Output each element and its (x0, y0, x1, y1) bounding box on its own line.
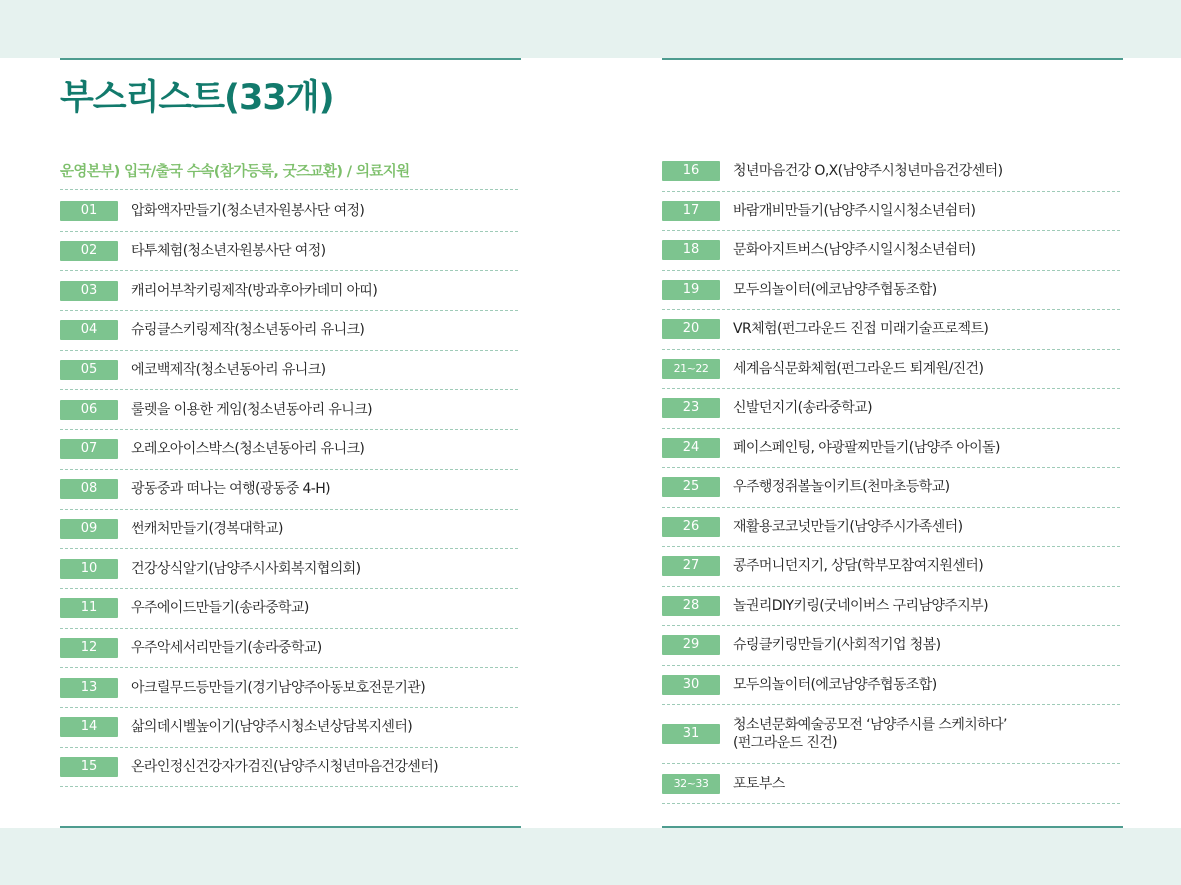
list-item (60, 390, 518, 430)
list-item (662, 271, 1120, 311)
booth-name: VR체험(펀그라운드 진접 미래기술프로젝트) (733, 321, 989, 338)
booth-number-badge: 31 (662, 724, 720, 744)
booth-number-badge: 21~22 (662, 359, 720, 379)
booth-name: 슈링클스키링제작(청소년동아리 유니크) (131, 322, 365, 339)
list-item (60, 192, 518, 232)
booth-number-badge: 27 (662, 556, 720, 576)
booth-name: 압화액자만들기(청소년자원봉사단 여정) (131, 203, 365, 220)
booth-number-badge: 26 (662, 517, 720, 537)
booth-name: 신발던지기(송라중학교) (733, 400, 872, 417)
list-item (60, 708, 518, 748)
booth-number-badge: 24 (662, 438, 720, 458)
list-item (662, 547, 1120, 587)
booth-number-badge: 13 (60, 678, 118, 698)
list-item (662, 350, 1120, 390)
list-item (60, 510, 518, 550)
booth-name: 우주행정쥐볼놀이키트(천마초등학교) (733, 479, 950, 496)
booth-name: 재활용코코넛만들기(남양주시가족센터) (733, 518, 963, 535)
booth-number-badge: 30 (662, 675, 720, 695)
booth-name: 문화아지트버스(남양주시일시청소년쉼터) (733, 242, 976, 259)
list-item (662, 389, 1120, 429)
list-item (60, 232, 518, 272)
list-item (662, 705, 1120, 764)
list-item (60, 470, 518, 510)
list-item (60, 589, 518, 629)
list-item (60, 311, 518, 351)
list-item (662, 310, 1120, 350)
list-item (662, 587, 1120, 627)
section-heading: 운영본부) 입국/출국 수속(참가등록, 굿즈교환) / 의료지원 (60, 164, 410, 180)
booth-name: 건강상식알기(남양주시사회복지협의회) (131, 560, 361, 577)
booth-number-badge: 05 (60, 360, 118, 380)
booth-name: 우주에이드만들기(송라중학교) (131, 600, 309, 617)
right-top-rule (662, 58, 1123, 60)
list-item (662, 508, 1120, 548)
right-booth-list (662, 152, 1120, 804)
booth-number-badge: 01 (60, 201, 118, 221)
left-booth-list (60, 192, 518, 787)
booth-name-line-2: (펀그라운드 진건) (733, 735, 838, 751)
list-item (662, 764, 1120, 804)
booth-name (733, 716, 1007, 752)
list-item (662, 192, 1120, 232)
list-item (662, 468, 1120, 508)
booth-number-badge: 11 (60, 598, 118, 618)
booth-number-badge: 18 (662, 240, 720, 260)
booth-name: 바람개비만들기(남양주시일시청소년쉼터) (733, 202, 976, 219)
booth-number-badge: 16 (662, 161, 720, 181)
booth-name: 아크릴무드등만들기(경기남양주아동보호전문기관) (131, 679, 426, 696)
booth-name: 청년마음건강 O,X(남양주시청년마음건강센터) (733, 163, 1003, 180)
booth-number-badge: 07 (60, 439, 118, 459)
booth-name: 광동중과 떠나는 여행(광동중 4-H) (131, 481, 331, 498)
booth-number-badge: 28 (662, 596, 720, 616)
list-item (60, 629, 518, 669)
booth-name: 캐리어부착키링제작(방과후아카데미 아띠) (131, 282, 378, 299)
booth-name: 썬캐처만들기(경복대학교) (131, 520, 283, 537)
booth-name: 페이스페인팅, 야광팔찌만들기(남양주 아이돌) (733, 439, 1000, 456)
booth-name: 룰렛을 이용한 게임(청소년동아리 유니크) (131, 401, 372, 418)
booth-name: 콩주머니던지기, 상담(학부모참여지원센터) (733, 558, 984, 575)
list-item (662, 152, 1120, 192)
booth-number-badge: 02 (60, 241, 118, 261)
booth-name: 에코백제작(청소년동아리 유니크) (131, 362, 326, 379)
booth-number-badge: 25 (662, 477, 720, 497)
booth-number-badge: 19 (662, 280, 720, 300)
booth-number-badge: 20 (662, 319, 720, 339)
booth-number-badge: 09 (60, 519, 118, 539)
list-item (662, 666, 1120, 706)
page-title: 부스리스트(33개) (60, 78, 334, 118)
booth-number-badge: 14 (60, 717, 118, 737)
booth-name: 오레오아이스박스(청소년동아리 유니크) (131, 441, 365, 458)
booth-name-line-1: 청소년문화예술공모전 ‘남양주시를 스케치하다’ (733, 717, 1007, 733)
booth-name: 놀권리DIY키링(굿네이버스 구리남양주지부) (733, 597, 988, 614)
list-item (60, 748, 518, 788)
booth-number-badge: 04 (60, 320, 118, 340)
booth-number-badge: 32~33 (662, 774, 720, 794)
booth-name: 우주악세서리만들기(송라중학교) (131, 639, 322, 656)
list-item (60, 668, 518, 708)
list-item (60, 549, 518, 589)
booth-number-badge: 23 (662, 398, 720, 418)
left-top-rule (60, 58, 521, 60)
booth-number-badge: 15 (60, 757, 118, 777)
booth-number-badge: 12 (60, 638, 118, 658)
list-item (662, 231, 1120, 271)
booth-name: 슈링클키링만들기(사회적기업 청봄) (733, 637, 941, 654)
booth-number-badge: 03 (60, 281, 118, 301)
list-item (60, 351, 518, 391)
list-item (662, 626, 1120, 666)
booth-number-badge: 08 (60, 479, 118, 499)
booth-number-badge: 29 (662, 635, 720, 655)
list-item (662, 429, 1120, 469)
booth-name: 타투체험(청소년자원봉사단 여정) (131, 243, 326, 260)
bottom-band (0, 828, 1181, 885)
top-band (0, 0, 1181, 58)
list-item (60, 430, 518, 470)
booth-name: 삶의데시벨높이기(남양주시청소년상담복지센터) (131, 719, 413, 736)
list-item (60, 271, 518, 311)
booth-name: 온라인정신건강자가검진(남양주시청년마음건강센터) (131, 758, 438, 775)
section-divider (60, 189, 518, 190)
booth-number-badge: 17 (662, 201, 720, 221)
booth-name: 모두의놀이터(에코남양주협동조합) (733, 281, 937, 298)
booth-number-badge: 10 (60, 559, 118, 579)
booth-number-badge: 06 (60, 400, 118, 420)
booth-name: 세계음식문화체험(펀그라운드 퇴계원/진건) (733, 360, 984, 377)
booth-name: 모두의놀이터(에코남양주협동조합) (733, 676, 937, 693)
booth-name: 포토부스 (733, 775, 785, 792)
